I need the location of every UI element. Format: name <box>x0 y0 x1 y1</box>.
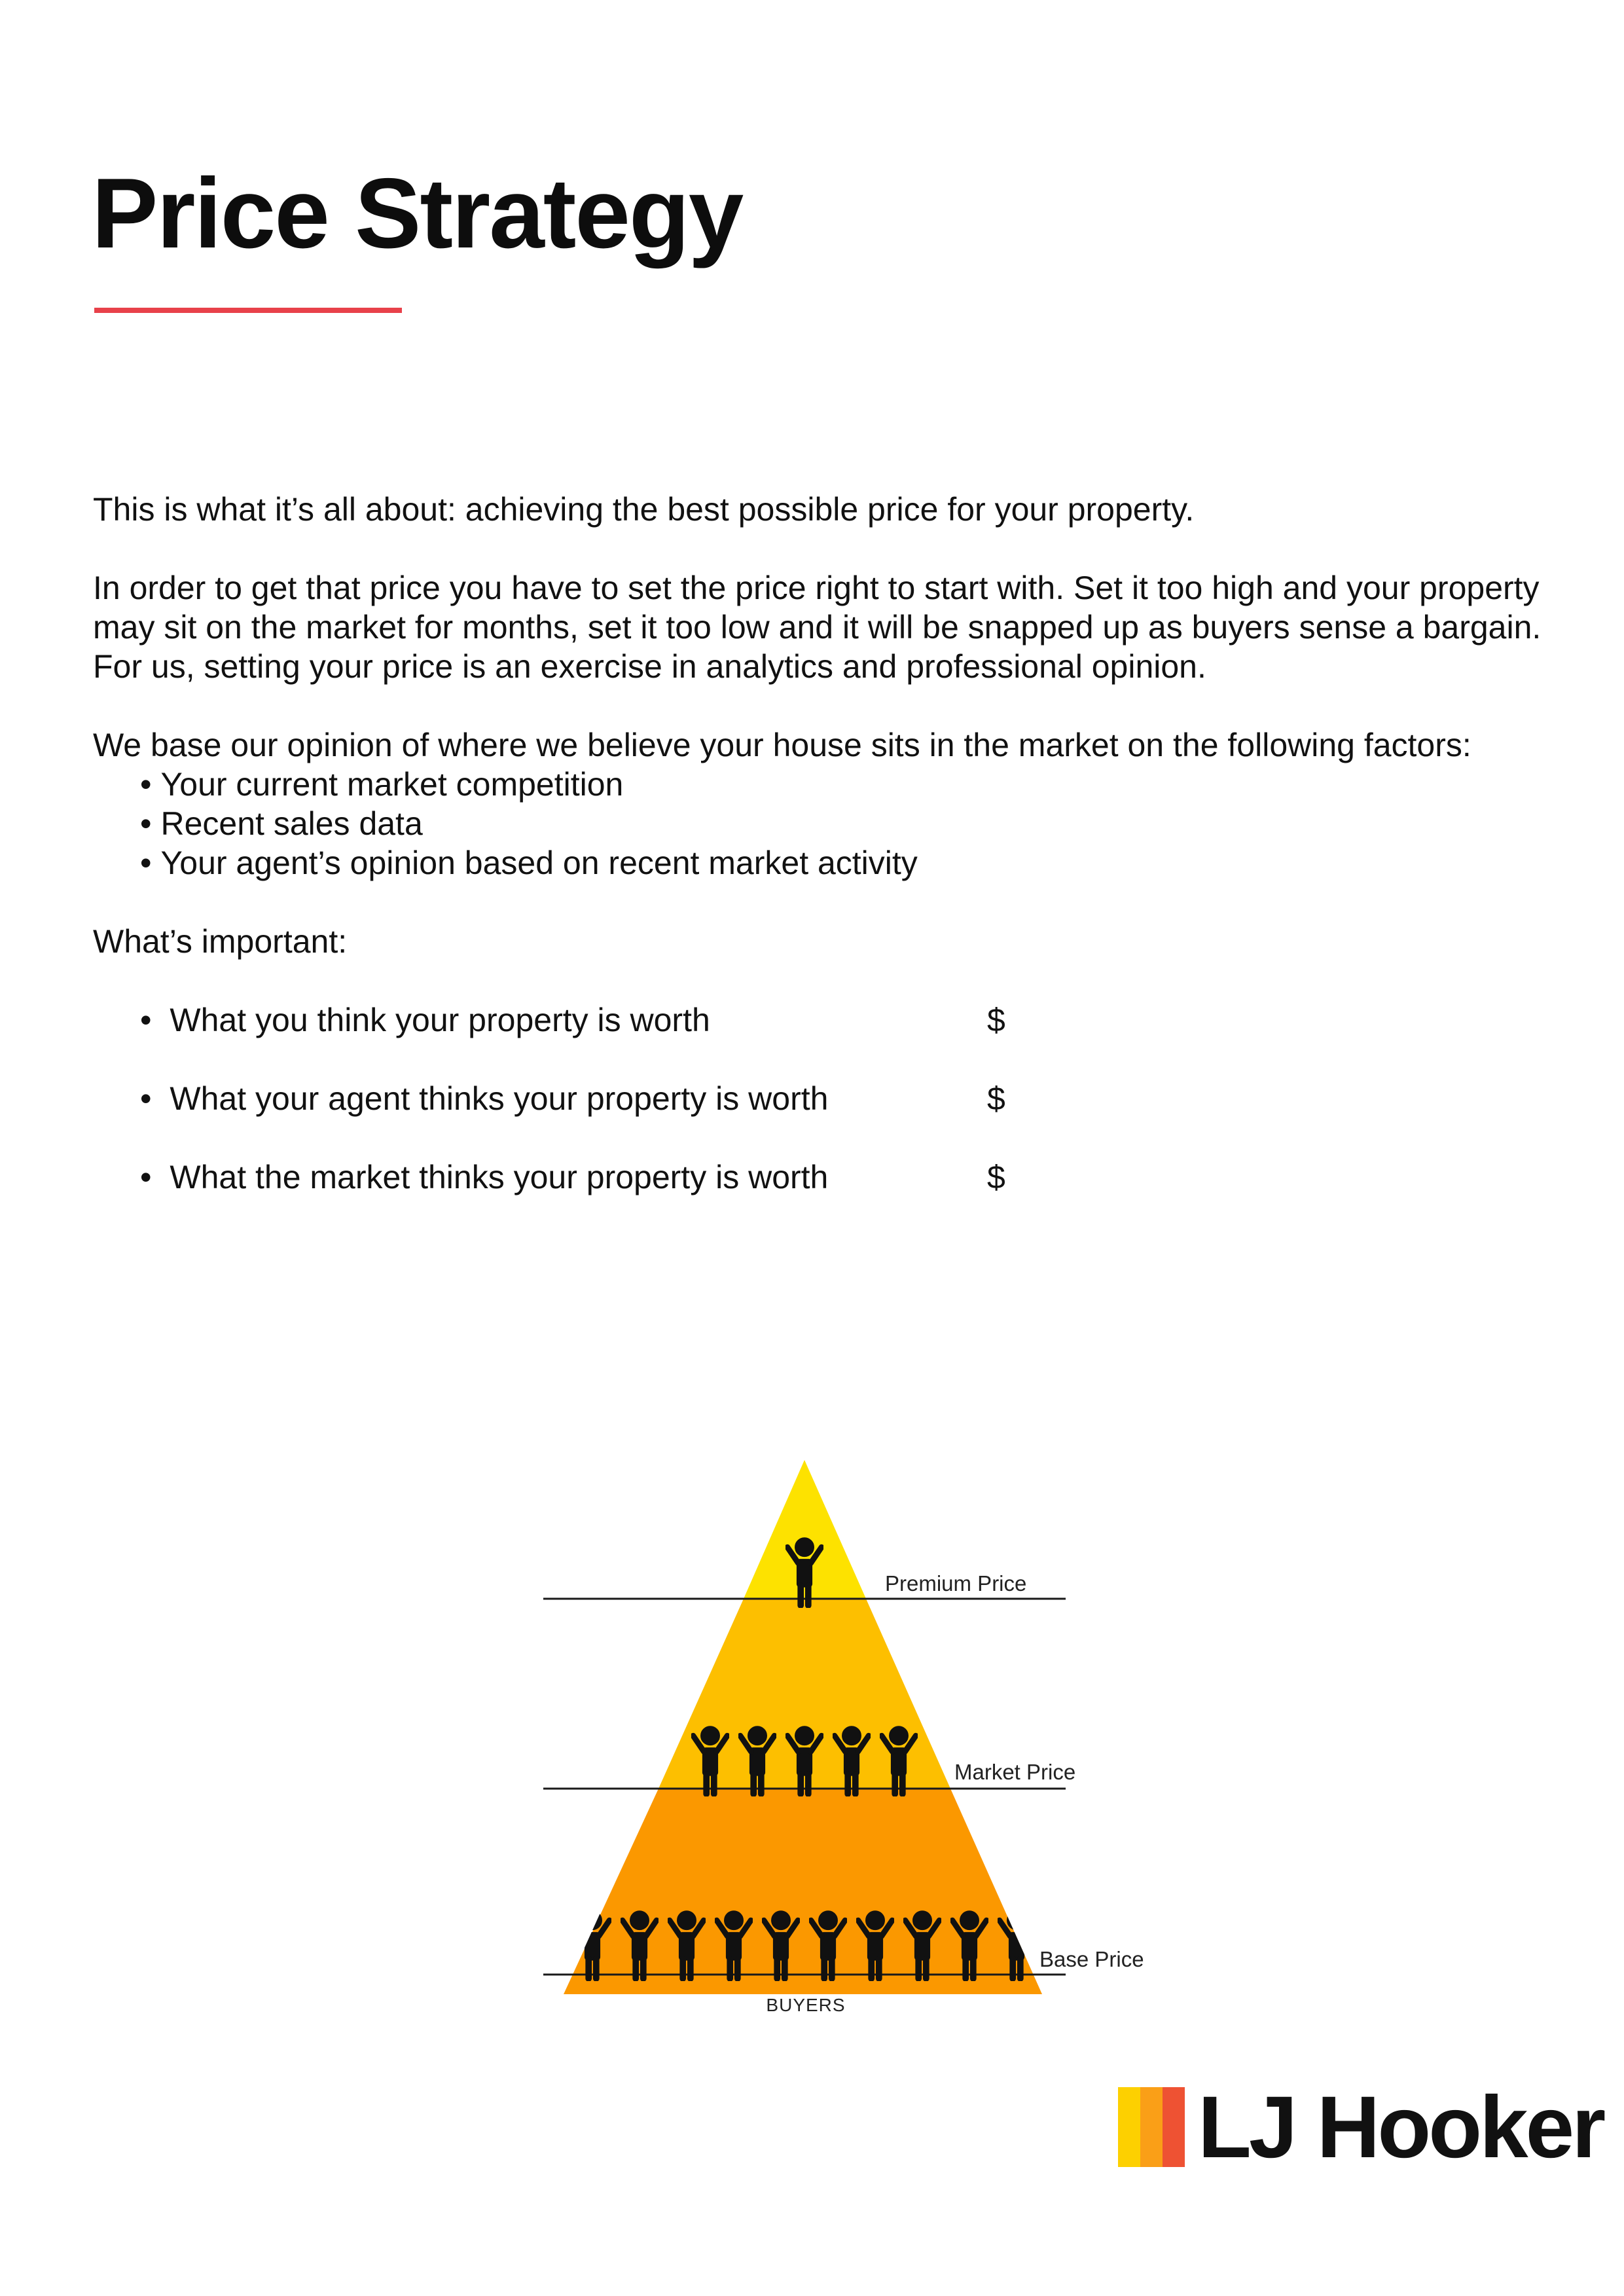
base-price-label: Base Price <box>1039 1947 1144 1971</box>
buyers-label: BUYERS <box>766 1995 846 2015</box>
factor-item: • Your agent’s opinion based on recent market activity <box>140 843 1546 883</box>
worth-label: What your agent thinks your property is worth <box>170 1080 829 1117</box>
market-price-label: Market Price <box>954 1760 1076 1784</box>
worth-value: $ <box>987 1002 1005 1038</box>
brand-stripes-icon <box>1113 2069 1191 2187</box>
worth-label: What the market thinks your property is worth <box>170 1159 829 1195</box>
worth-value: $ <box>987 1080 1005 1117</box>
factor-item: • Recent sales data <box>140 804 1546 843</box>
lj-hooker-logo <box>1113 2069 1604 2187</box>
factor-item: • Your current market competition <box>140 765 1546 804</box>
worth-value: $ <box>987 1159 1005 1195</box>
premium-price-label: Premium Price <box>885 1571 1027 1595</box>
intro-paragraph: This is what it’s all about: achieving the best possible price for your property. <box>93 491 1195 528</box>
pricing-paragraph: In order to get that price you have to set the price right to start with. Set it too high and your property may sit on the market for months, set it too low and it will be snapped up as buyers sense a bargain. For us, setting your price is an exercise in analytics and professional opinion. <box>93 570 1542 685</box>
worth-label: What you think your property is worth <box>170 1002 710 1038</box>
important-heading: What’s important: <box>93 923 348 960</box>
page-title: Price Strategy <box>92 158 743 269</box>
factors-intro: We base our opinion of where we believe your house sits in the market on the following factors: <box>93 727 1471 763</box>
brand-name: LJ Hooker <box>1198 2079 1604 2176</box>
